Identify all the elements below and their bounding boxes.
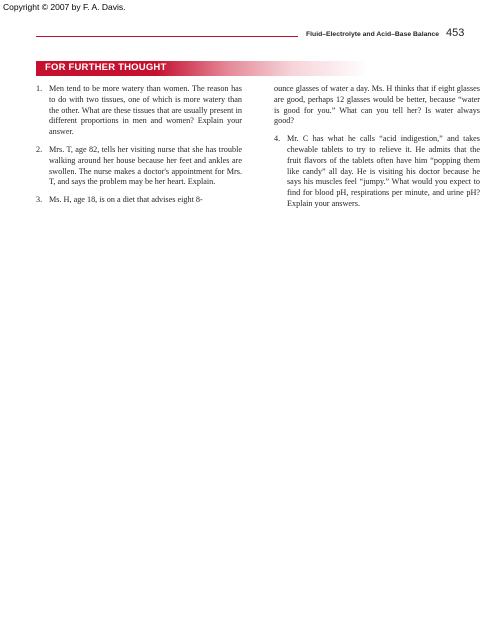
question-text: Mr. C has what he calls “acid indigestion,” and takes chewable tablets to try to relieve it. He admits that the fruit flavors of the tablets often have him “popping them like candy” all day. He is visiting his doctor because he says his muscles feel “jumpy.” What would you expect to find for blood pH, respirations per minute, and urine pH? Explain your answers. (287, 134, 480, 208)
page-number: 453 (446, 27, 465, 39)
question-number: 1. (36, 84, 43, 93)
section-banner (36, 61, 464, 76)
question-text: Men tend to be more watery than women. The reason has to do with two tissues, one of which is more watery than the other. What are these tissues that are usually present in different proportions in men and women? Explain your answer. (49, 84, 242, 137)
copyright-notice: Copyright © 2007 by F. A. Davis. (3, 2, 126, 12)
question-text: Ms. H, age 18, is on a diet that advises eight 8- (49, 195, 203, 205)
question-4 (274, 134, 480, 210)
question-3-continuation: ounce glasses of water a day. Ms. H thinks that if eight glasses are good, perhaps 12 glasses would be better, because “water is good for you.” What can you tell her? Is water always good? (274, 84, 480, 126)
question-2 (36, 145, 242, 188)
question-number: 3. (36, 195, 43, 205)
header-rule (36, 36, 298, 37)
question-number: 4. (274, 134, 281, 144)
question-number: 2. (36, 144, 43, 154)
left-column (36, 84, 242, 213)
question-3 (36, 195, 242, 206)
section-title: FOR FURTHER THOUGHT (45, 62, 167, 73)
question-1 (36, 84, 242, 138)
right-column (274, 84, 480, 217)
running-head: Fluid–Electrolyte and Acid–Base Balance (306, 31, 440, 38)
question-text: Mrs. T, age 82, tells her visiting nurse that she has trouble walking around her house because her feet and ankles are swollen. The nurse makes a doctor's appointment for Mrs. T, and says the problem may be her heart. Explain. (49, 144, 242, 187)
